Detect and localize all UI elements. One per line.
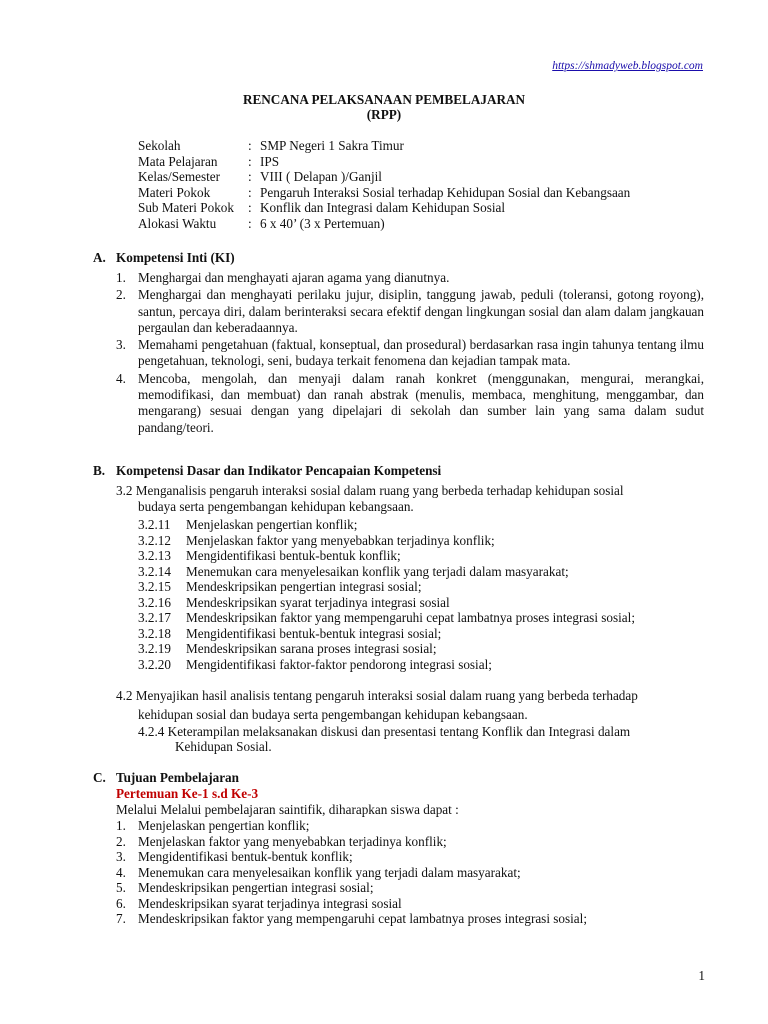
kompetensi-inti-item [116, 371, 704, 436]
identity-colon: : [248, 200, 252, 215]
list-text: Mendeskripsikan faktor yang mempengaruhi cepat lambatnya proses integrasi sosial; [138, 911, 587, 926]
identity-table [138, 138, 630, 231]
indicator-code: 3.2.16 [138, 594, 171, 610]
identity-row [138, 154, 630, 170]
document-title: RENCANA PELAKSANAAN PEMBELAJARAN [242, 92, 526, 107]
list-text: Mendeskripsikan syarat terjadinya integrasi sosial [138, 895, 402, 911]
list-text: Menjelaskan faktor yang menyebabkan terjadinya konflik; [138, 833, 447, 849]
section-b-letter: B. [93, 463, 106, 478]
identity-key: Sekolah [138, 138, 181, 153]
indicator-item [138, 579, 635, 595]
indicator-item [138, 548, 635, 564]
identity-value: IPS [260, 153, 280, 169]
indicator-item [138, 657, 635, 673]
indicator-item [138, 641, 635, 657]
section-c-letter: C. [93, 770, 106, 785]
section-a-heading [93, 250, 235, 266]
identity-key: Kelas/Semester [138, 169, 221, 184]
identity-key: Sub Materi Pokok [138, 200, 234, 215]
meeting-label: Pertemuan Ke-1 s.d Ke-3 [116, 786, 259, 801]
section-a-letter: A. [93, 250, 106, 265]
list-number: 2. [116, 833, 126, 849]
section-c-heading [93, 770, 239, 786]
list-text: Menjelaskan pengertian konflik; [138, 818, 310, 833]
list-number: 4. [116, 370, 126, 386]
list-number: 3. [116, 849, 126, 864]
identity-colon: : [248, 169, 252, 184]
indicator-code: 3.2.12 [138, 532, 171, 548]
identity-colon: : [248, 153, 252, 169]
identity-row [138, 216, 630, 232]
section-b-heading [93, 463, 441, 479]
blog-url-link[interactable]: https://shmadyweb.blogspot.com [552, 60, 703, 72]
indicator-text: Mendeskripsikan faktor yang mempengaruhi cepat lambatnya proses integrasi sosial; [186, 610, 635, 625]
indicator-code: 3.2.18 [138, 625, 171, 641]
indicator-4-2-4-line1: 4.2.4 Keterampilan melaksanakan diskusi dan presentasi tentang Konflik dan Integrasi dalam [138, 724, 631, 739]
identity-row [138, 169, 630, 185]
identity-value: SMP Negeri 1 Sakra Timur [260, 138, 404, 153]
indicator-item [138, 610, 635, 626]
tujuan-item [116, 911, 704, 927]
kompetensi-inti-item [116, 270, 704, 286]
identity-colon: : [248, 184, 252, 200]
list-number: 6. [116, 895, 126, 911]
indicator-list [138, 517, 635, 672]
indicator-text: Mengidentifikasi faktor-faktor pendorong integrasi sosial; [186, 656, 492, 672]
list-text: Memahami pengetahuan (faktual, konseptual, dan prosedural) berdasarkan rasa ingin tahunya tentang ilmu pengetahuan, teknologi, seni, budaya terkait fenomena dan kejadian tampak mata. [138, 337, 704, 369]
identity-colon: : [248, 138, 252, 153]
indicator-item [138, 533, 635, 549]
indicator-item [138, 517, 635, 533]
indicator-text: Menemukan cara menyelesaikan konflik yang terjadi dalam masyarakat; [186, 563, 569, 579]
tujuan-item [116, 865, 704, 881]
list-text: Menghargai dan menghayati perilaku jujur, disiplin, tanggung jawab, peduli (toleransi, gotong royong), santun, percaya diri, dalam berinteraksi secara efektif dengan lingkungan sosial dan alam dalam jangkauan pergaulan dan keberadaannya. [138, 287, 704, 335]
section-a-title: Kompetensi Inti (KI) [116, 250, 235, 265]
tujuan-intro: Melalui Melalui pembelajaran saintifik, diharapkan siswa dapat : [116, 802, 459, 817]
list-number: 4. [116, 864, 126, 880]
indicator-text: Mendeskripsikan sarana proses integrasi sosial; [186, 641, 437, 656]
tujuan-item [116, 896, 704, 912]
kompetensi-inti-list [116, 270, 704, 437]
kd-3-2-line2: budaya serta pengembangan kehidupan kebangsaan. [138, 499, 414, 514]
list-number: 2. [116, 287, 126, 303]
tujuan-item [116, 880, 704, 896]
indicator-code: 3.2.17 [138, 610, 171, 625]
indicator-code: 3.2.13 [138, 548, 171, 563]
identity-row [138, 138, 630, 154]
indicator-4-2-4-line2: Kehidupan Sosial. [175, 739, 272, 754]
identity-value: 6 x 40’ (3 x Pertemuan) [260, 215, 385, 231]
indicator-text: Mendeskripsikan pengertian integrasi sosial; [186, 579, 422, 594]
tujuan-item [116, 818, 704, 834]
kompetensi-inti-item [116, 287, 704, 336]
indicator-code: 3.2.11 [138, 517, 171, 532]
kd-3-2-line1: 3.2 Menganalisis pengaruh interaksi sosial dalam ruang yang berbeda terhadap kehidupan sosial [116, 483, 624, 498]
list-number: 5. [116, 880, 126, 895]
indicator-code: 3.2.20 [138, 656, 171, 672]
identity-colon: : [248, 215, 252, 231]
list-text: Mencoba, mengolah, dan menyaji dalam ranah konkret (menggunakan, mengurai, merangkai, memodifikasi, dan membuat) dan ranah abstrak (menulis, membaca, menghitung, menggambar, dan mengarang) sesuai dengan yang dipelajari di sekolah dan sumber lain yang sama dalam sudut pandang/teori. [138, 370, 704, 435]
indicator-item [138, 564, 635, 580]
tujuan-item [116, 849, 704, 865]
list-text: Mendeskripsikan pengertian integrasi sosial; [138, 880, 374, 895]
document-subtitle: (RPP) [366, 107, 402, 122]
indicator-code: 3.2.19 [138, 641, 171, 656]
identity-value: VIII ( Delapan )/Ganjil [260, 169, 382, 184]
list-number: 7. [116, 911, 126, 926]
tujuan-list [116, 818, 704, 927]
list-text: Menemukan cara menyelesaikan konflik yang terjadi dalam masyarakat; [138, 864, 521, 880]
tujuan-item [116, 834, 704, 850]
indicator-text: Menjelaskan faktor yang menyebabkan terjadinya konflik; [186, 532, 495, 548]
list-number: 1. [116, 270, 126, 285]
indicator-text: Mengidentifikasi bentuk-bentuk konflik; [186, 548, 401, 563]
list-number: 3. [116, 337, 126, 353]
indicator-item [138, 626, 635, 642]
indicator-text: Menjelaskan pengertian konflik; [186, 517, 358, 532]
list-text: Mengidentifikasi bentuk-bentuk konflik; [138, 849, 353, 864]
indicator-text: Mendeskripsikan syarat terjadinya integrasi sosial [186, 594, 450, 610]
indicator-text: Mengidentifikasi bentuk-bentuk integrasi sosial; [186, 625, 442, 641]
identity-value: Konflik dan Integrasi dalam Kehidupan Sosial [260, 200, 506, 215]
section-c-title: Tujuan Pembelajaran [116, 770, 239, 785]
identity-key: Alokasi Waktu [138, 215, 217, 231]
kd-4-2-line1: 4.2 Menyajikan hasil analisis tentang pengaruh interaksi sosial dalam ruang yang berbeda terhadap [116, 688, 638, 703]
indicator-code: 3.2.15 [138, 579, 171, 594]
page-number: 1 [698, 968, 705, 983]
kompetensi-inti-item [116, 337, 704, 370]
identity-key: Mata Pelajaran [138, 153, 218, 169]
identity-value: Pengaruh Interaksi Sosial terhadap Kehidupan Sosial dan Kebangsaan [260, 184, 631, 200]
identity-row [138, 200, 630, 216]
identity-key: Materi Pokok [138, 184, 211, 200]
indicator-code: 3.2.14 [138, 563, 171, 579]
section-b-title: Kompetensi Dasar dan Indikator Pencapaian Kompetensi [116, 463, 442, 478]
kd-4-2-line2: kehidupan sosial dan budaya serta pengembangan kehidupan kebangsaan. [138, 707, 528, 722]
list-text: Menghargai dan menghayati ajaran agama yang dianutnya. [138, 270, 450, 285]
indicator-item [138, 595, 635, 611]
list-number: 1. [116, 818, 126, 833]
identity-row [138, 185, 630, 201]
